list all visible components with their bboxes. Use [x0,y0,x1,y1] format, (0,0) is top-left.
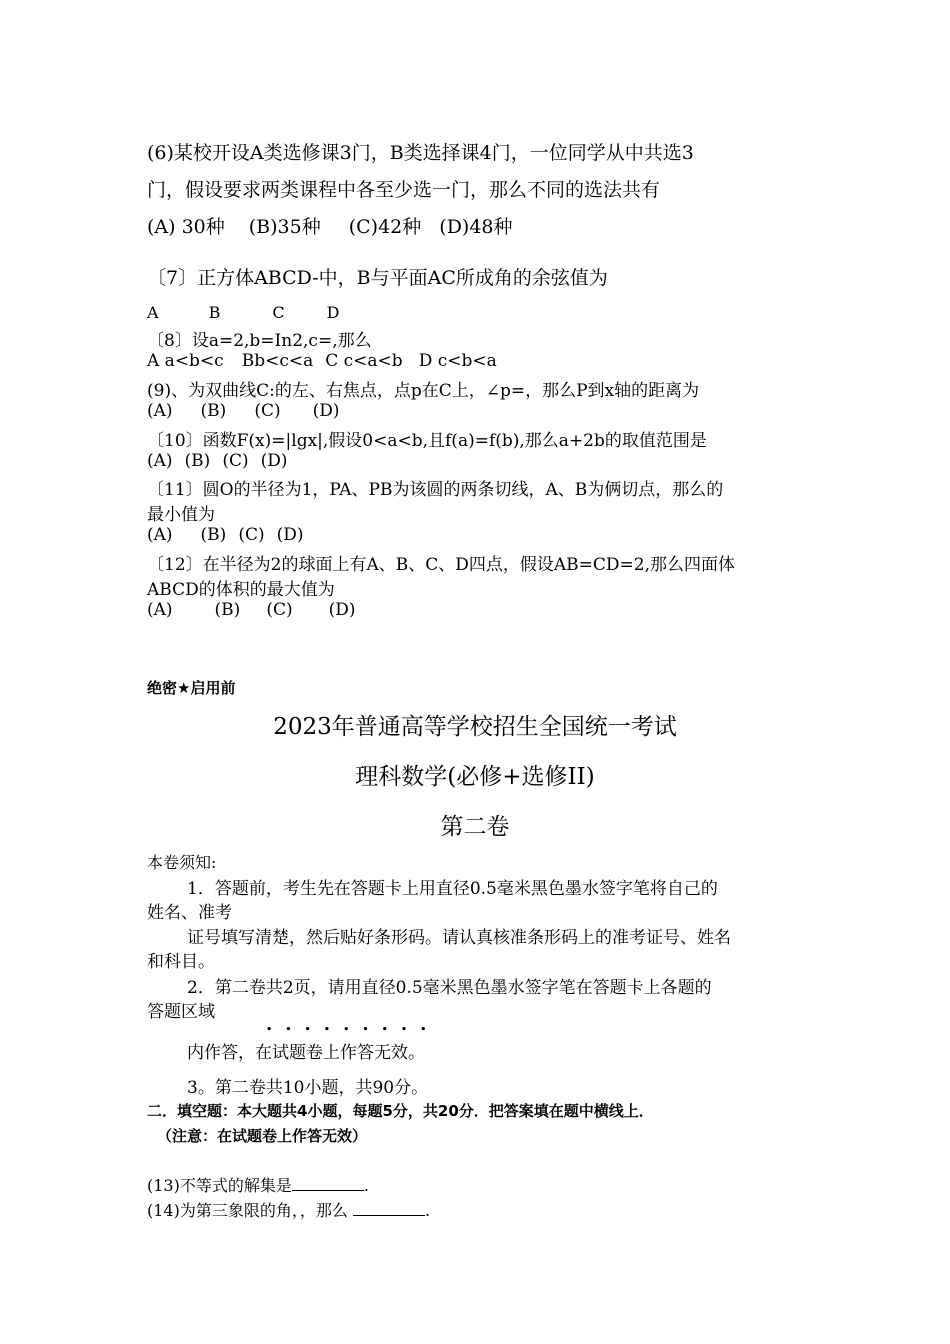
q11-line2: 最小值为 [147,505,215,525]
q9-option-d: (D) [312,401,340,421]
q14-period: . [424,1201,431,1220]
emphasis-dots: ......... [266,1014,440,1035]
q10-option-c: (C) [222,451,249,471]
q9-options [147,401,340,421]
q8-option-d: D c<b<a [418,351,497,371]
q6-option-c: (C)42种 [348,216,422,238]
q14-answer-blank [353,1201,425,1216]
confidential-label: 绝密★启用前 [147,679,236,697]
exam-title: 2023年普通高等学校招生全国统一考试 [273,714,677,740]
q9-option-b: (B) [200,401,227,421]
notice-item1-line2: 姓名、准考 [147,903,232,923]
q11-line1: 〔11〕圆O的半径为1，PA、PB为该圆的两条切线，A、B为俩切点，那么的 [147,480,724,500]
q11-option-d: (D) [276,525,304,545]
q8-option-a: A a<b<c [147,351,224,371]
q7-options [147,303,339,322]
q6-option-b: (B)35种 [248,216,321,238]
q8-option-c: C c<a<b [325,351,403,371]
q8-stem: 〔8〕设a=2,b=In2,c=,那么 [147,331,372,351]
q6-option-d: (D)48种 [439,216,513,238]
q10-option-a: (A) [147,451,173,471]
notice-heading: 本卷须知: [147,853,217,872]
notice-item2-line3: 内作答，在试题卷上作答无效。 [187,1043,425,1063]
q11-option-a: (A) [147,525,173,545]
q6-line1: (6)某校开设A类选修课3门，B类选择课4门，一位同学从中共选3 [147,142,694,164]
q8-options [147,351,497,371]
notice-item2-line1: 2．第二卷共2页，请用直径0.5毫米黑色墨水签字笔在答题卡上各题的 [187,978,712,998]
subject-title: 理科数学(必修+选修II) [355,764,595,790]
q13-answer-blank [292,1176,364,1191]
q14-text: (14)为第三象限的角，，那么 [147,1201,348,1220]
q12-line1: 〔12〕在半径为2的球面上有A、B、C、D四点，假设AB=CD=2,那么四面体 [147,555,735,575]
q11-options [147,525,304,545]
q10-option-d: (D) [260,451,288,471]
q7-stem: 〔7〕正方体ABCD-中，B与平面AC所成角的余弦值为 [147,267,608,289]
q12-option-a: (A) [147,600,173,620]
q8-option-b: Bb<c<a [241,351,314,371]
q11-option-b: (B) [200,525,227,545]
q10-options [147,451,288,471]
q13-text: (13)不等式的解集是 [147,1176,292,1195]
q9-option-c: (C) [254,401,281,421]
q7-option-a: A [147,303,159,322]
q11-option-c: (C) [238,525,265,545]
q7-option-c: C [272,303,285,322]
q7-option-b: B [208,303,221,322]
q6-line2: 门，假设要求两类课程中各至少选一门，那么不同的选法共有 [147,179,661,201]
notice-item1-line4: 和科目。 [147,952,215,972]
q12-option-d: (D) [328,600,356,620]
q12-option-b: (B) [214,600,241,620]
notice-item3: 3。第二卷共10小题，共90分。 [187,1078,429,1098]
q13-period: . [363,1176,369,1195]
q13 [147,1173,369,1196]
q6-options [147,212,513,239]
notice-item1-line3: 证号填写清楚，然后贴好条形码。请认真核准条形码上的准考证号、姓名 [187,928,731,948]
section2-heading: 二．填空题：本大题共4小题，每题5分，共20分．把答案填在题中横线上． [147,1102,654,1120]
q9-stem: (9)、为双曲线C:的左、右焦点，点p在C上，∠p=，那么P到x轴的距离为 [147,381,700,401]
q12-option-c: (C) [266,600,293,620]
q12-line2: ABCD的体积的最大值为 [147,580,335,600]
notice-item2-line2: 答题区域 [147,1002,215,1022]
q7-option-d: D [326,303,340,322]
notice-item1-line1: 1．答题前，考生先在答题卡上用直径0.5毫米黑色墨水签字笔将自己的 [187,879,718,899]
q6-option-a: (A) 30种 [147,216,225,238]
q9-option-a: (A) [147,401,173,421]
q14 [147,1198,430,1221]
volume-title: 第二卷 [440,814,510,840]
q10-stem: 〔10〕函数F(x)=|lgx|,假设0<a<b,且f(a)=f(b),那么a+2b的取值范围是 [147,431,707,451]
section2-note: （注意：在试题卷上作答无效） [157,1127,368,1145]
q10-option-b: (B) [184,451,211,471]
q12-options [147,600,356,620]
